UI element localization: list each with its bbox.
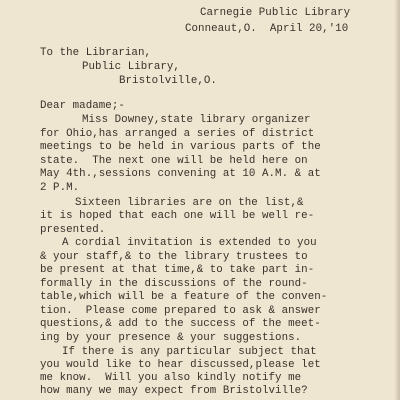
body-line: meetings to be held in various parts of the	[40, 141, 321, 153]
body-line: formally in the discussions of the round-	[40, 278, 308, 290]
page-edge-shadow	[394, 0, 400, 400]
body-line: ing by your presence & your suggestions.	[40, 332, 302, 344]
body-line: it is hoped that each one will be well re-	[40, 210, 315, 222]
body-line: If there is any particular subject that	[62, 346, 317, 358]
recipient-line-3: Bristolville,O.	[119, 75, 217, 87]
body-line: you would like to hear discussed,please let	[40, 359, 321, 371]
body-line: presented.	[40, 224, 106, 236]
body-line: table,which will be a feature of the conven-	[40, 291, 328, 303]
salutation: Dear madame;-	[40, 100, 125, 112]
letterhead-library-name: Carnegie Public Library	[200, 7, 351, 19]
recipient-line-1: To the Librarian,	[40, 47, 151, 59]
body-line: me know. Will you also kindly notify me	[40, 372, 302, 384]
body-line: May 4th.,sessions convening at 10 A.M. & at	[40, 168, 321, 180]
body-line: & your staff,& to the library trustees to	[40, 251, 308, 263]
body-line: A cordial invitation is extended to you	[62, 237, 317, 249]
body-line: for Ohio,has arranged a series of district	[40, 128, 315, 140]
body-line: 2 P.M.	[40, 182, 80, 194]
body-line: be present at that time,& to take part in-	[40, 264, 315, 276]
recipient-line-2: Public Library,	[82, 61, 180, 73]
body-line: tion. Please come prepared to ask & answer	[40, 305, 321, 317]
letterhead-place-date: Conneaut,O. April 20,'10	[185, 23, 349, 35]
body-line: Miss Downey,state library organizer	[82, 114, 311, 126]
body-line: Sixteen libraries are on the list,&	[75, 197, 304, 209]
body-line: how many we may expect from Bristolville?	[40, 385, 308, 397]
body-line: state. The next one will be held here on	[40, 155, 308, 167]
body-line: questions,& add to the success of the meet-	[40, 318, 321, 330]
